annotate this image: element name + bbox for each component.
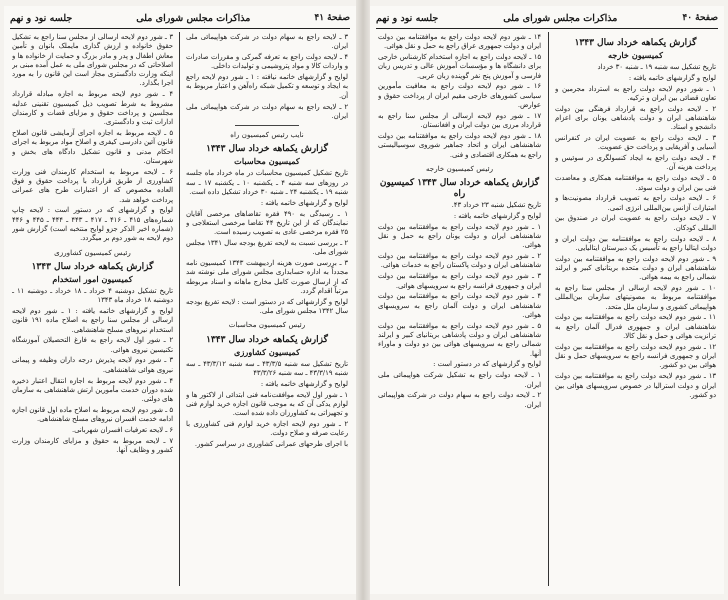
- paragraph: ۱۷ ـ شور دوم لایحه ارسالی از مجلس سنا راجع به قرارداد مرزی بین دولت ایران و افغانستان.: [378, 111, 541, 130]
- paragraph: ۱۸ ـ شور دوم لایحه دولت راجع به موافقتنامه بین دولت شاهنشاهی ایران و اتحاد جماهیر شوروی سوسیالیستی راجع به همکاری اقتصادی و فنی.: [378, 131, 541, 159]
- paragraph: ۹ ـ شور دوم لایحه دولت راجع به موافقتنامه بین دولت شاهنشاهی ایران و دولت متحده بریتانیای کبیر و ایرلند شمالی راجع به بیمه هوائی.: [555, 254, 716, 282]
- paragraph: لوایح و گزارشهای خاتمه یافته :: [453, 211, 541, 220]
- paragraph: ۶ ـ لایحه دولت راجع به تصویب قرارداد مصونیت‌ها و امتیازات آژانس بین‌المللی انرژی اتمی.: [555, 194, 716, 212]
- paragraph: لوایح و گزارشهای خاتمه نیافته : ۱ ـ شور دوم لایحه راجع به ایجاد و توسعه و تکمیل شبکه راه‌آهن و اعتبار مربوط به آن.: [186, 73, 348, 100]
- paragraph: ۵ ـ لایحه دولت راجع به موافقتنامه همکاری و معاضدت فنی بین ایران و دولت سوئد.: [555, 174, 716, 192]
- paragraph: ۳ ـ شور دوم لایحه ارسالی از مجلس سنا راجع به تشکیل حقوق خانواده و ارزش گذاری مایملک بانوان و تأمین معاش اطفال و پدر و مادر بزرگ و حمایت از خانواده ها و اصلاحاتی که در مجلس شورای ملی به عمل آمده مبنی بر اینکه وزارت دادگستری مجاز است این قانون را به مورد اجرا بگذارد.: [12, 33, 173, 88]
- paragraph: ۱ ـ شور دوم لایحه دولت راجع به موافقتنامه بین دولت شاهنشاهی ایران و دولت یونان راجع به حمل و نقل هوائی.: [378, 222, 541, 250]
- left-column-divider: [179, 32, 180, 586]
- left-header-rule: [10, 28, 350, 29]
- right-header-rule: [376, 28, 718, 29]
- paragraph: ۳ ـ لایحه دولت راجع به عضویت ایران در کنفرانس آسیایی و آفریقایی و پرداخت حق عضویت.: [555, 134, 716, 152]
- paragraph: ۱۳ ـ شور دوم لایحه دولت راجع به موافقتنامه بین دولت ایران و دولت استرالیا در خصوص سرویسهای هوائی بین دو کشور.: [555, 372, 716, 399]
- paragraph: ۳ ـ شور دوم لایحه پذیرش درجه داران وظیفه و پیمانی نیروی هوائی شاهنشاهی.: [12, 356, 173, 374]
- paragraph: ۵ ـ شور دوم لایحه دولت راجع به موافقتنامه بین دولت شاهنشاهی ایران و دولت پادشاهی بریتانیای کبیر و ایرلند شمالی راجع به سرویسهای هوائی بین دو دولت و ماوراء آنها.: [378, 321, 541, 358]
- paragraph: ۲ ـ لایحه دولت راجع به قرارداد فرهنگی بین دولت شاهنشاهی ایران و دولت پادشاهی یونان برای اعزام دانشجو و استاد.: [555, 104, 716, 132]
- paragraph: لوایح و گزارشهای خاتمه یافته :: [628, 73, 716, 82]
- paragraph: ۸ ـ لایحه دولت راجع به موافقتنامه بین دولت ایران و دولت ایتالیا راجع به تأسیس یک دبیرستان ایتالیایی.: [555, 234, 716, 252]
- paragraph: ۲ ـ بررسی نسبت به لایحه تفریغ بودجه سال ۱۳۴۱ مجلس شورای ملی.: [186, 239, 348, 257]
- paragraph: ۲ ـ شور دوم لایحه دولت راجع به موافقتنامه بین دولت شاهنشاهی ایران و دولت پاکستان راجع به خدمات هوائی.: [378, 252, 541, 270]
- left-session-label: جلسه نود و نهم: [10, 12, 73, 24]
- paragraph: ۴ ـ شور دوم لایحه مربوط به اجازه انتقال اعتبار ذخیره شده دوران خدمت مأمورین ارتش شاهنشاهی به سازمان های دولتی.: [12, 376, 173, 404]
- paragraph: لوایح و گزارشهای که در دستور است :: [433, 360, 541, 369]
- committee-name: کمیسیون محاسبات: [234, 156, 300, 167]
- signature-line: رئیس کمیسیون کشاورزی: [54, 247, 131, 257]
- paragraph: ۱ ـ شور اول لایحه موافقت‌نامه فنی ابتدائی از لاکتور ها و لوازم یدکی آن که به موجب قانون اجازه خرید لوازم فنی و تجهیزاتی به کشاورزان داده شده است.: [186, 390, 348, 418]
- paragraph: ۱ ـ رسیدگی به ۴۹۰ فقره تقاضاهای مرخصی آقایان نمایندگان که از این تاریخ ۴۴ تقاضا مرخصی استعلاجی و ۲۵ فقره مرخصی عادی به تصویب رسیده است.: [186, 209, 348, 237]
- paragraph: ۴ ـ شور دوم لایحه مربوط به اجازه مبادله قرارداد مشروط به شرط تصویب ذیل کمیسیون تقنینی عدلیه مجلسین و پرداخت حقوق و مزایای قضات و کارمندان ادارات ثبت و دادگستری.: [12, 90, 173, 127]
- paragraph: ۱۲ ـ شور دوم لایحه دولت راجع به موافقتنامه بین دولت ایران و جمهوری فرانسه راجع به سرویسهای حمل و نقل هوائی بین دو کشور.: [555, 342, 716, 370]
- right-page: [370, 6, 724, 594]
- report-title: گزارش یکماهه خرداد سال ۱۳۴۳: [31, 261, 154, 272]
- left-page-left-column: [12, 33, 173, 588]
- paragraph: لوایح و گزارشهای خاتمه یافته :: [260, 198, 348, 207]
- signature-line: نایب رئیس کمیسیون راه: [230, 130, 304, 140]
- left-running-title: مذاکرات مجلس شورای ملی: [136, 12, 251, 24]
- paragraph: لوایح و گزارشهائی که در دستور است : لایحه تفریغ بودجه سال ۱۳۴۲ مجلس شورای ملی.: [186, 297, 348, 316]
- left-page-header: [10, 10, 350, 26]
- signature-line: رئیس کمیسیون خارجه: [425, 163, 494, 173]
- report-title: گزارش یکماهه خرداد سال ۱۳۴۳: [206, 144, 328, 155]
- paragraph: لوایح و گزارشهای خاتمه یافته :: [260, 379, 348, 388]
- right-page-right-column: [555, 33, 716, 588]
- paragraph: ۱۱ ـ شور دوم لایحه دولت راجع به موافقتنامه بین دولت شاهنشاهی ایران و جمهوری فدرال آلمان راجع به ترانزیت هوائی و حمل و نقل کالا.: [555, 313, 716, 341]
- paragraph: ۴ ـ شور دوم لایحه دولت راجع به موافقتنامه بین دولت شاهنشاهی ایران و دولت آلمان راجع به سرویسهای هوائی.: [378, 292, 541, 319]
- right-running-title: مذاکرات مجلس شورای ملی: [503, 12, 618, 24]
- paragraph: ۲ ـ لایحه راجع به سهام دولت در شرکت هواپیمائی ملی ایران.: [186, 102, 348, 120]
- paragraph: لوایح و گزارشهای که در دستور است : لایحه چاپ شماره‌های ۴۱۵ ـ ۴۱۶ ـ ۴۱۷ ـ ۴۴۳ ـ ۴۴۴ ـ ۴۴۵ و ۴۴۶ (شماره اخیر الذکر جزو لوایح منتخبه است) گزارش شور دوم لایحه به شور دوم بر میگردد.: [12, 206, 173, 243]
- paragraph: ۴ ـ لایحه دولت راجع به ایجاد کنسولگری در سوئیس و پرداخت هزینه آن.: [555, 154, 716, 172]
- paragraph: تاریخ تشکیل سه شنبه ۱۹ ـ شنبه ۳۰ خرداد: [597, 63, 716, 71]
- paragraph: لوایح و گزارشهای خاتمه یافته : ۱ ـ شور دوم لایحه ارسالی از مجلس سنا راجع به اصلاح ماده ۱۹۱ قانون استخدام نیروهای مسلح شاهنشاهی.: [12, 306, 173, 334]
- report-title: گزارش یکماهه خرداد سال ۱۳۴۳: [206, 334, 328, 345]
- report-title: گزارش یکماهه خرداد سال ۱۳۴۳: [574, 38, 697, 48]
- paragraph: ۳ ـ لایحه راجع به سهام دولت در شرکت هواپیمائی ملی ایران.: [186, 33, 348, 51]
- paragraph: ۶ ـ لایحه تعرفیات افسران شهربانی.: [71, 425, 173, 434]
- paragraph: ۱ ـ لایحه دولت راجع به تشکیل شرکت هواپیمائی ملی ایران.: [378, 371, 541, 389]
- paragraph: تاریخ تشکیل دوشنبه ۴ خرداد ـ ۱۸ خرداد ـ دوشنبه ۱۱ ـ دوشنبه ۱۸ خرداد ماه ۱۳۴۳: [12, 286, 173, 305]
- left-page: [4, 6, 356, 594]
- paragraph: ۱ ـ شور دوم لایحه دولت راجع به استرداد مجرمین و تعاون قضائی بین ایران و ترکیه.: [555, 84, 716, 102]
- right-column-divider: [548, 32, 549, 586]
- paragraph: ۶ ـ لایحه مربوط به استخدام کارمندان فنی وزارت کشاورزی از طریق قرارداد با پرداخت حقوق و فوق العاده مخصوص که از اعتبارات طرح های عمرانی پرداخت خواهد شد.: [12, 167, 173, 204]
- right-page-number: صفحهٔ ۴۰: [682, 13, 718, 23]
- paragraph: تاریخ تشکیل کمیسیون محاسبات در ماه خرداد ماه جلسه در روزهای سه شنبه ۴ ـ یکشنبه ۱۰ ـ یکشنبه ۱۷ ـ سه شنبه ۱۹ ـ یکشنبه ۲۴ ـ شنبه ۳۰ خرداد تشکیل داده است.: [186, 169, 348, 197]
- left-page-number: صفحهٔ ۴۱: [314, 13, 350, 23]
- right-page-left-column: [378, 33, 541, 588]
- right-session-label: جلسه نود و نهم: [376, 12, 439, 24]
- paragraph: تاریخ تشکیل سه شنبه ۴۳/۳/۵ ـ سه شنبه ۴۳/۳/۱۲ ـ سه شنبه ۴۳/۳/۱۹ ـ سه شنبه ۴۳/۳/۲۶: [186, 359, 348, 378]
- paragraph: ۷ ـ لایحه مربوط به حقوق و مزایای کارمندان وزارت کشور و وظایف آنها.: [12, 436, 173, 455]
- paragraph: ۵ ـ شور دوم لایحه مربوط به اصلاح ماده اول قانون اجازه ادامه خدمت افسران نیروهای مسلح شاهنشاهی.: [12, 405, 173, 424]
- paragraph: ۱۰ ـ شور دوم لایحه ارسالی از مجلس سنا راجع به موافقتنامه مربوط به مصونیتهای سازمان بین‌المللی هواپیمائی کشوری و سازمان ملل متحد.: [555, 284, 716, 311]
- committee-name: کمیسیون خارجه: [608, 50, 663, 60]
- paragraph: ۵ ـ لایحه مربوط به اجازه اجرای آزمایشی قانون اصلاح قانون آئین دادرسی کیفری و اصلاح مواد مربوط به اجرای احکام مدنی و قانون تشکیل دادگاه های بخش و شهرستان.: [12, 128, 173, 165]
- paragraph: ۱۴ ـ شور دوم لایحه دولت راجع به موافقتنامه بین دولت ایران و دولت جمهوری عراق راجع به حمل و نقل هوائی.: [378, 33, 541, 51]
- paragraph: ۳ ـ شور دوم لایحه دولت راجع به موافقتنامه بین دولت ایران و جمهوری فرانسه راجع به سرویسهای هوائی.: [378, 272, 541, 290]
- paragraph: ۴ ـ لایحه دولت راجع به تعرفه گمرکی و مقررات صادرات و واردات کالا و مواد پتروشیمی و تولیدات داخلی.: [186, 53, 348, 71]
- book-gutter: [356, 0, 370, 600]
- paragraph: ۲ ـ لایحه دولت راجع به سهام دولت در شرکت هواپیمائی ایران.: [378, 391, 541, 409]
- paragraph: با اجرای طرحهای عمرانی کشاورزی در سراسر کشور.: [194, 440, 348, 449]
- committee-name: کمیسیون امور استخدام: [52, 273, 133, 284]
- paragraph: ۳ ـ بررسی صورت هزینه اردیبهشت ۱۳۴۳ کمیسیون نامه مجدداً به اداره حسابداری مجلس شورای ملی نوشته شد که از ارسال صورت کامل مخارج ماهانه و اسناد مربوطه مرتباً اقدام گردد.: [186, 259, 348, 296]
- paragraph: تاریخ تشکیل شنبه ۲۳ خرداد ۴۳.: [451, 201, 541, 210]
- report-title: گزارش یکماهه خرداد سال ۱۳۴۳ کمیسیون راه: [379, 178, 540, 200]
- paragraph: ۱۵ ـ لایحه دولت راجع به اجازه استخدام کارشناس خارجی برای دانشگاه ها و مؤسسات آموزش عالی و تدریس زبان فارسی و آموزش پنج نفر گوینده زبان عربی.: [378, 53, 541, 80]
- paragraph: ۲ ـ شور اول لایحه راجع به فارغ التحصیلان آموزشگاه تکنیسین نیروی هوائی.: [12, 336, 173, 354]
- signature-line: رئیس کمیسیون محاسبات: [228, 320, 306, 330]
- committee-name: کمیسیون کشاورزی: [234, 346, 300, 357]
- paragraph: ۲ ـ شور دوم لایحه اجازه خرید لوازم فنی کشاورزی با رعایت صرفه و صلاح دولت.: [186, 420, 348, 438]
- section-separator: [235, 125, 300, 126]
- left-page-right-column: [186, 33, 348, 588]
- right-page-header: [376, 10, 718, 26]
- paragraph: ۷ ـ لایحه دولت راجع به عضویت ایران در صندوق بین المللی کودکان.: [555, 214, 716, 232]
- paragraph: ۱۶ ـ شور دوم لایحه دولت راجع به معافیت مأمورین سیاسی کشورهای خارجی مقیم ایران از پرداخت حقوق و عوارض.: [378, 82, 541, 110]
